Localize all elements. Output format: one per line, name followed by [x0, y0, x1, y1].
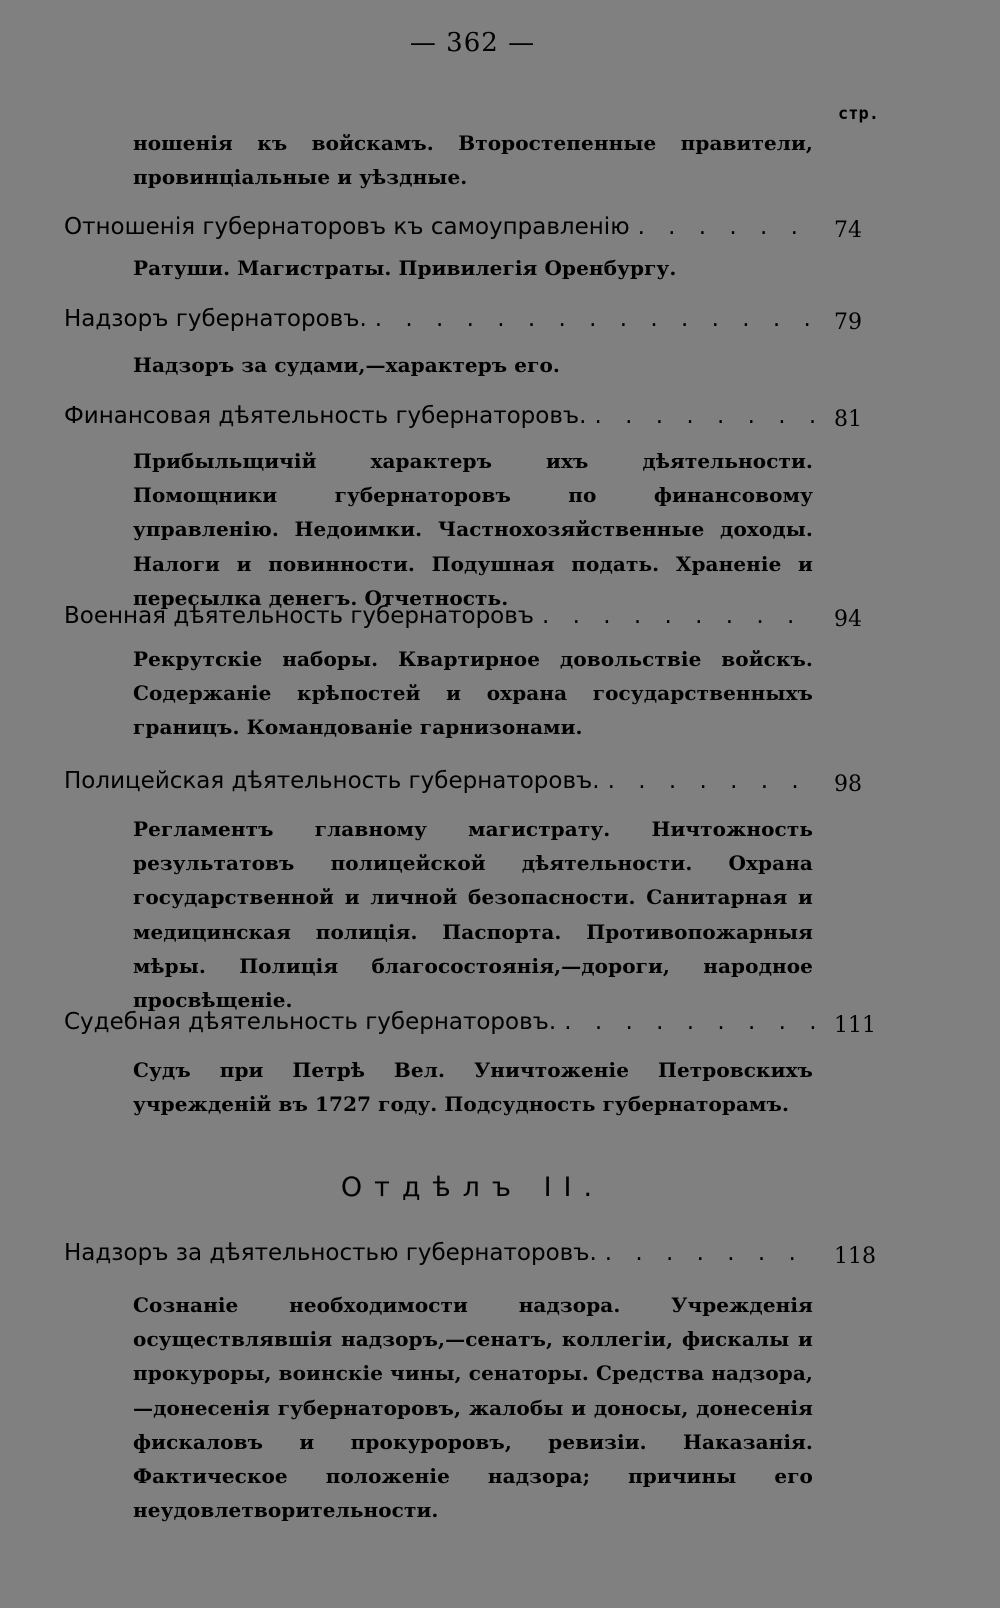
toc-entry-description: Регламентъ главному магистрату. Ничтожность результатовъ полицейской дѣятельности. Охрана государственной и личной безопасности. Санитарная и медицинская полиція. Паспорта. Противопожарныя мѣры. Полиція благосостоянія,—дороги, народное просвѣщеніе. — [133, 817, 813, 1013]
toc-entry-heading — [64, 214, 816, 248]
leader-dots — [556, 1009, 816, 1035]
toc-entry-page: 118 — [834, 1244, 876, 1269]
toc-entry-description: Ратуши. Магистраты. Привилегія Оренбургу. — [133, 256, 677, 280]
leader-dots — [600, 768, 816, 794]
toc-entry-title: Полицейская дѣятельность губернаторовъ. — [64, 768, 600, 794]
toc-entry-page: 79 — [834, 310, 862, 335]
section-title: Отдѣлъ II. — [340, 1172, 605, 1203]
toc-entry-heading — [64, 1009, 816, 1043]
page-column-label: стр. — [838, 104, 879, 124]
toc-entry-title: Военная дѣятельность губернаторовъ — [64, 603, 535, 629]
leader-dots — [586, 403, 816, 429]
intro-description: ношенія къ войскамъ. Второстепенные правители, провинціальные и уѣздные. — [133, 131, 813, 190]
page-number: — 362 — — [409, 28, 536, 58]
leader-dots — [630, 214, 816, 240]
toc-entry-title: Надзоръ губернаторовъ. — [64, 306, 367, 332]
toc-entry-description: Рекрутскіе наборы. Квартирное довольствіе войскъ. Содержаніе крѣпостей и охрана государственныхъ границъ. Командованіе гарнизонами. — [133, 647, 813, 740]
toc-entry-page: 74 — [834, 218, 862, 243]
toc-entry-title: Финансовая дѣятельность губернаторовъ. — [64, 403, 587, 429]
toc-entry-description: Сознаніе необходимости надзора. Учрежденія осуществлявшія надзоръ,—сенатъ, коллегіи, фискалы и прокуроры, воинскіе чины, сенаторы. Средства надзора,—донесенія губернаторовъ, жалобы и доносы, донесенія фискаловъ и прокуроровъ, ревизіи. Наказанія. Фактическое положеніе надзора; причины его неудовлетворительности. — [133, 1293, 813, 1523]
leader-dots — [597, 1240, 816, 1266]
toc-entry-title: Отношенія губернаторовъ къ самоуправленію — [64, 214, 630, 240]
toc-entry-page: 81 — [834, 407, 862, 432]
toc-entry-title: Надзоръ за дѣятельностью губернаторовъ. — [64, 1240, 597, 1266]
toc-entry-heading — [64, 1240, 816, 1274]
toc-entry-page: 94 — [834, 607, 862, 632]
leader-dots — [534, 603, 816, 629]
toc-entry-description: Надзоръ за судами,—характеръ его. — [133, 353, 560, 377]
toc-entry-heading — [64, 768, 816, 802]
toc-entry-title: Судебная дѣятельность губернаторовъ. — [64, 1009, 557, 1035]
toc-entry-heading — [64, 403, 816, 437]
toc-entry-heading — [64, 603, 816, 637]
toc-entry-page: 98 — [834, 772, 862, 797]
toc-entry-description: Прибыльщичій характеръ ихъ дѣятельности. Помощники губернаторовъ по финансовому управленію. Недоимки. Частнохозяйственные доходы. Налоги и повинности. Подушная подать. Храненіе и пересылка денегъ. Отчетность. — [133, 449, 813, 610]
leader-dots — [367, 306, 816, 332]
toc-entry-description: Судъ при Петрѣ Вел. Уничтоженіе Петровскихъ учрежденій въ 1727 году. Подсудность губернаторамъ. — [133, 1058, 813, 1117]
toc-entry-heading — [64, 306, 816, 340]
toc-entry-page: 111 — [834, 1013, 876, 1038]
